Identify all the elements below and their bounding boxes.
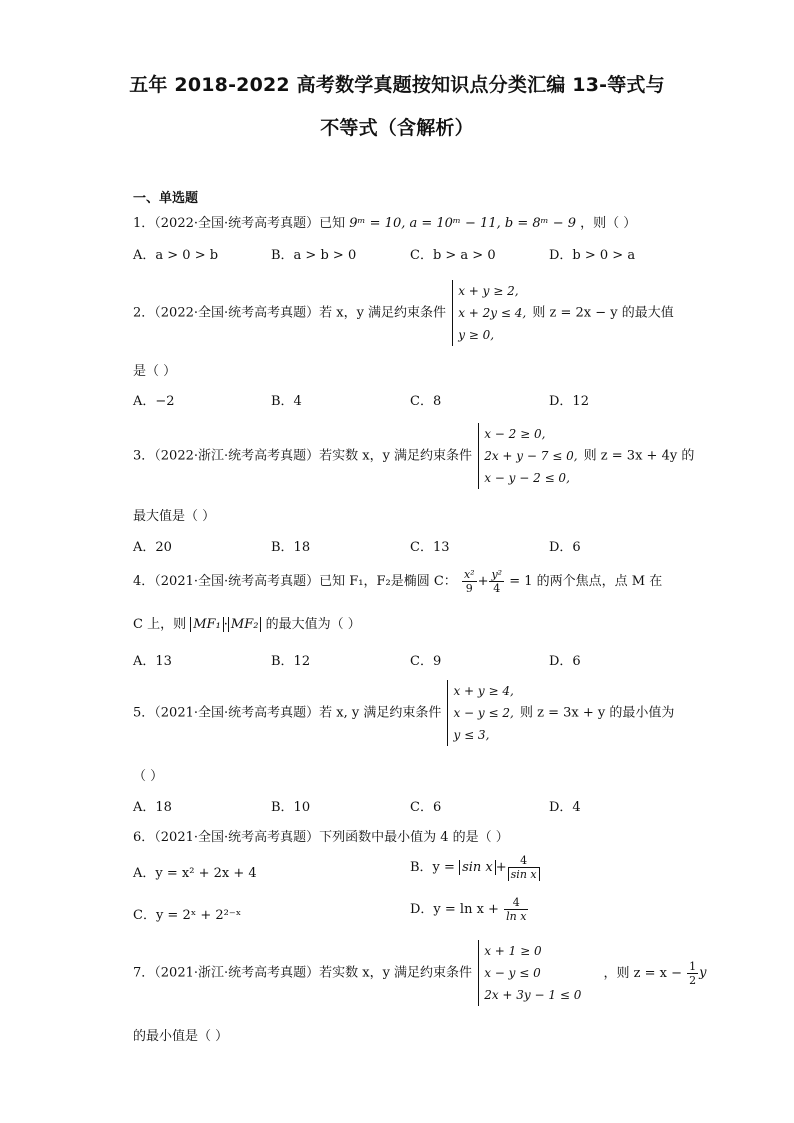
numerator: y² bbox=[491, 568, 503, 581]
question-1 bbox=[133, 212, 636, 231]
option-c: C．13 bbox=[410, 540, 450, 555]
question-3 bbox=[133, 423, 694, 489]
fraction-x2-over-9 bbox=[462, 568, 477, 595]
question-1-options bbox=[133, 244, 673, 264]
option-b: B．12 bbox=[271, 654, 311, 669]
abs-mf2: MF₂ bbox=[228, 617, 262, 632]
option-b: B．4 bbox=[271, 394, 302, 409]
option-a: A．13 bbox=[133, 654, 172, 669]
option-c: C．y = 2ˣ + 2²⁻ˣ bbox=[133, 908, 242, 923]
question-4-stem-end: = 1 的两个焦点，点 M 在 bbox=[509, 574, 663, 589]
option-b: B．a > b > 0 bbox=[271, 248, 357, 263]
question-4-cont-end: 的最大值为（ ） bbox=[265, 617, 361, 632]
constraint: x − y ≤ 0 bbox=[484, 966, 541, 980]
question-5-continued: （ ） bbox=[133, 769, 164, 784]
option-a: A．a > 0 > b bbox=[133, 248, 219, 263]
question-1-expression: 9ᵐ = 10, a = 10ᵐ − 11, b = 8ᵐ − 9 bbox=[349, 216, 577, 231]
fraction-y2-over-4 bbox=[489, 568, 504, 595]
question-3-stem: 3．（2022·浙江·统考高考真题）若实数 x，y 满足约束条件 bbox=[133, 448, 473, 464]
abs-mf1: MF₁ bbox=[190, 617, 224, 632]
option-d-label: D．y = ln x + bbox=[410, 902, 499, 917]
denominator: sin x bbox=[508, 868, 540, 881]
option-c: C．b > a > 0 bbox=[410, 248, 496, 263]
page-title-line-1: 五年 2018-2022 高考数学真题按知识点分类汇编 13-等式与 bbox=[129, 74, 665, 96]
option-a: A．18 bbox=[133, 800, 172, 815]
denominator: 9 bbox=[465, 582, 473, 595]
option-c: C．8 bbox=[410, 394, 442, 409]
abs-sin-x: sin x bbox=[459, 860, 496, 875]
option-a: A．20 bbox=[133, 540, 172, 555]
constraint: y ≥ 0, bbox=[458, 328, 495, 342]
option-a: A．−2 bbox=[133, 394, 175, 409]
denominator: ln x bbox=[506, 910, 527, 923]
fraction-4-over-abs-sin-x bbox=[508, 854, 540, 881]
option-c: C．9 bbox=[410, 654, 442, 669]
option-b: B．10 bbox=[271, 800, 311, 815]
constraint: x + y ≥ 2, bbox=[458, 284, 519, 298]
fraction-4-over-ln-x bbox=[504, 896, 528, 923]
question-3-options bbox=[133, 536, 673, 556]
variable-y: y bbox=[699, 965, 707, 981]
option-d: D．6 bbox=[549, 654, 581, 669]
question-6: 6．（2021·全国·统考高考真题）下列函数中最小值为 4 的是（ ） bbox=[133, 830, 509, 845]
constraint: x − y − 2 ≤ 0, bbox=[484, 471, 570, 485]
question-2-stem: 2．（2022·全国·统考高考真题）若 x，y 满足约束条件 bbox=[133, 305, 447, 321]
option-d: D．4 bbox=[549, 800, 581, 815]
question-4: 4．（2021·全国·统考高考真题）已知 F₁，F₂是椭圆 C： $\frac{\text{x²}}{9}$ + $\frac{\text{y²}}{4}$ = 1 的两个焦点，点 M 在 bbox=[133, 568, 663, 595]
question-7-stem-end: ，则 z = x − bbox=[603, 965, 682, 981]
question-2-stem-end: 则 z = 2x − y 的最大值 bbox=[532, 305, 674, 321]
question-7-continued: 的最小值是（ ） bbox=[133, 1029, 229, 1044]
constraint: 2x + y − 7 ≤ 0, bbox=[484, 449, 578, 463]
constraint-system bbox=[452, 280, 526, 346]
option-d bbox=[410, 896, 529, 923]
option-b: B．18 bbox=[271, 540, 311, 555]
question-3-continued: 最大值是（ ） bbox=[133, 509, 216, 524]
option-d: D．6 bbox=[549, 540, 581, 555]
question-1-stem: 1．（2022·全国·统考高考真题）已知 bbox=[133, 216, 346, 231]
denominator: 4 bbox=[493, 582, 501, 595]
question-4-continued: C 上，则 MF₁ · MF₂ 的最大值为（ ） bbox=[133, 617, 361, 632]
question-4-stem: 4．（2021·全国·统考高考真题）已知 F₁，F₂是椭圆 C： bbox=[133, 574, 457, 589]
question-4-cont-start: C 上，则 bbox=[133, 617, 187, 632]
fraction-one-half bbox=[687, 960, 698, 987]
question-5-options bbox=[133, 796, 673, 816]
question-2 bbox=[133, 280, 674, 346]
constraint-system bbox=[447, 680, 513, 746]
constraint: x + 1 ≥ 0 bbox=[484, 944, 542, 958]
constraint: x − y ≤ 2, bbox=[453, 706, 514, 720]
question-5 bbox=[133, 680, 674, 746]
option-d: D．12 bbox=[549, 394, 589, 409]
constraint: 2x + 3y − 1 ≤ 0 bbox=[484, 988, 582, 1002]
question-4-options bbox=[133, 650, 673, 670]
constraint: x − 2 ≥ 0, bbox=[484, 427, 546, 441]
question-2-options bbox=[133, 390, 673, 410]
constraint-system bbox=[478, 423, 577, 489]
question-5-stem-end: 则 z = 3x + y 的最小值为 bbox=[519, 705, 675, 721]
option-b-label: B．y = bbox=[410, 860, 455, 875]
option-b: B．y = sin x + $\frac{4}{\text{sin x}}$ bbox=[410, 854, 541, 881]
option-a: A．y = x² + 2x + 4 bbox=[133, 866, 257, 881]
constraint: y ≤ 3, bbox=[453, 728, 490, 742]
numerator: 4 bbox=[504, 896, 528, 910]
constraint: x + y ≥ 4, bbox=[453, 684, 514, 698]
page-title-line-2: 不等式（含解析） bbox=[320, 117, 474, 139]
constraint-system bbox=[478, 940, 581, 1006]
option-d: D．b > 0 > a bbox=[549, 248, 636, 263]
section-heading: 一、单选题 bbox=[133, 191, 199, 206]
question-7-stem: 7．（2021·浙江·统考高考真题）若实数 x，y 满足约束条件 bbox=[133, 965, 473, 981]
question-7 bbox=[133, 940, 706, 1006]
option-c: C．6 bbox=[410, 800, 442, 815]
question-3-stem-end: 则 z = 3x + 4y 的 bbox=[583, 448, 695, 464]
question-1-stem-end: ，则（ ） bbox=[580, 216, 637, 231]
numerator: 4 bbox=[508, 854, 540, 868]
question-5-stem: 5．（2021·全国·统考高考真题）若 x, y 满足约束条件 bbox=[133, 705, 442, 721]
constraint: x + 2y ≤ 4, bbox=[458, 306, 527, 320]
denominator: 2 bbox=[689, 973, 697, 987]
numerator: 1 bbox=[689, 959, 697, 973]
question-2-continued: 是（ ） bbox=[133, 364, 177, 379]
numerator: x² bbox=[463, 568, 475, 581]
